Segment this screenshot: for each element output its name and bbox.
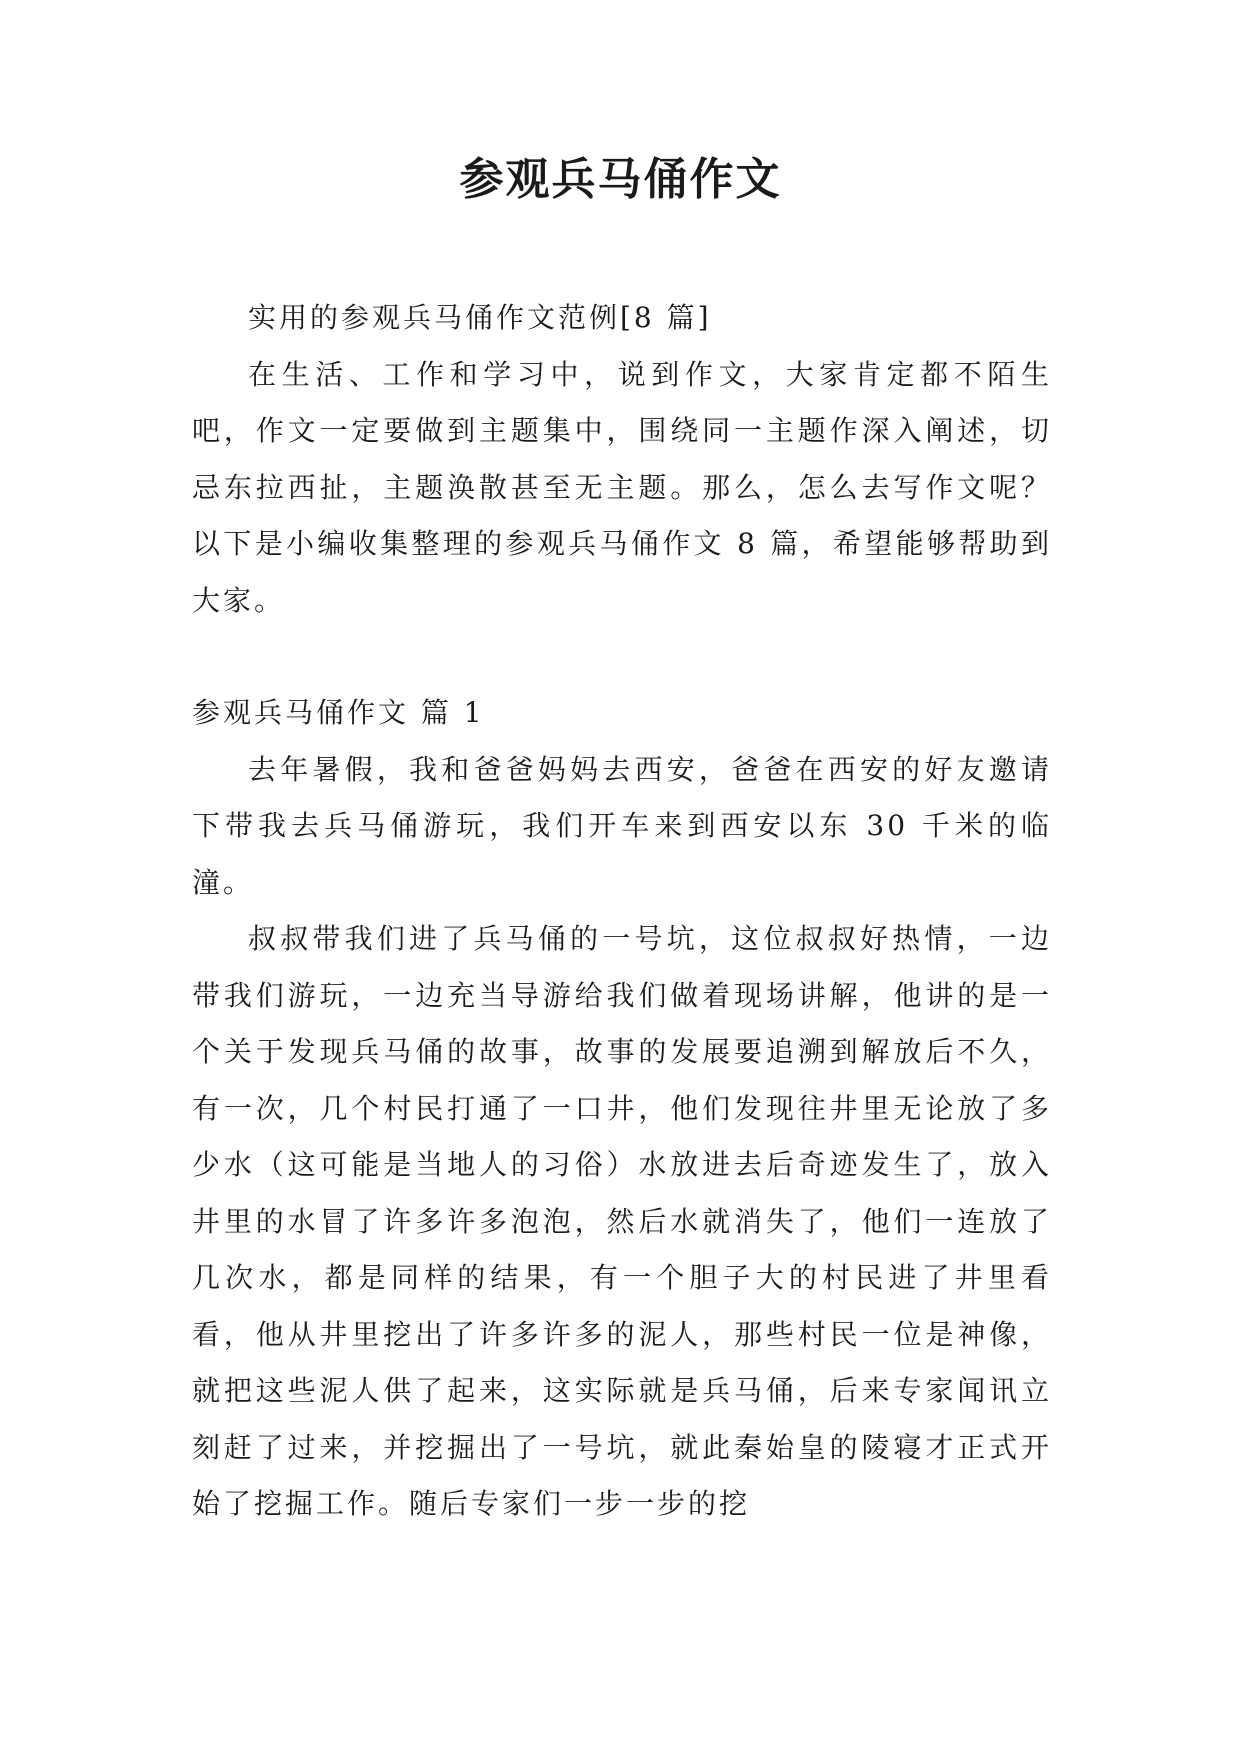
- section-heading: 参观兵马俑作文 篇 1: [192, 696, 485, 729]
- paragraph-1: 去年暑假，我和爸爸妈妈去西安，爸爸在西安的好友邀请下带我去兵马俑游玩，我们开车来到西安以东 30 千米的临潼。: [192, 752, 1052, 899]
- document-title: 参观兵马俑作文: [459, 154, 782, 205]
- document-subtitle: 实用的参观兵马俑作文范例[8 篇]: [248, 301, 712, 334]
- document-body: [192, 290, 1052, 1533]
- paragraph-2: 叔叔带我们进了兵马俑的一号坑，这位叔叔好热情，一边带我们游玩，一边充当导游给我们做着现场讲解，他讲的是一个关于发现兵马俑的故事，故事的发展要追溯到解放后不久，有一次，几个村民打通了一口井，他们发现往井里无论放了多少水（这可能是当地人的习俗）水放进去后奇迹发生了，放入井里的水冒了许多许多泡泡，然后水就消失了，他们一连放了几次水，都是同样的结果，有一个胆子大的村民进了井里看看，他从井里挖出了许多许多的泥人，那些村民一位是神像，就把这些泥人供了起来，这实际就是兵马俑，后来专家闻讯立刻赶了过来，并挖掘出了一号坑，就此秦始皇的陵寝才正式开始了挖掘工作。随后专家们一步一步的挖: [192, 922, 1052, 1520]
- intro-paragraph: 在生活、工作和学习中，说到作文，大家肯定都不陌生吧，作文一定要做到主题集中，围绕同一主题作深入阐述，切忌东拉西扯，主题涣散甚至无主题。那么，怎么去写作文呢？以下是小编收集整理的参观兵马俑作文 8 篇，希望能够帮助到大家。: [192, 357, 1052, 617]
